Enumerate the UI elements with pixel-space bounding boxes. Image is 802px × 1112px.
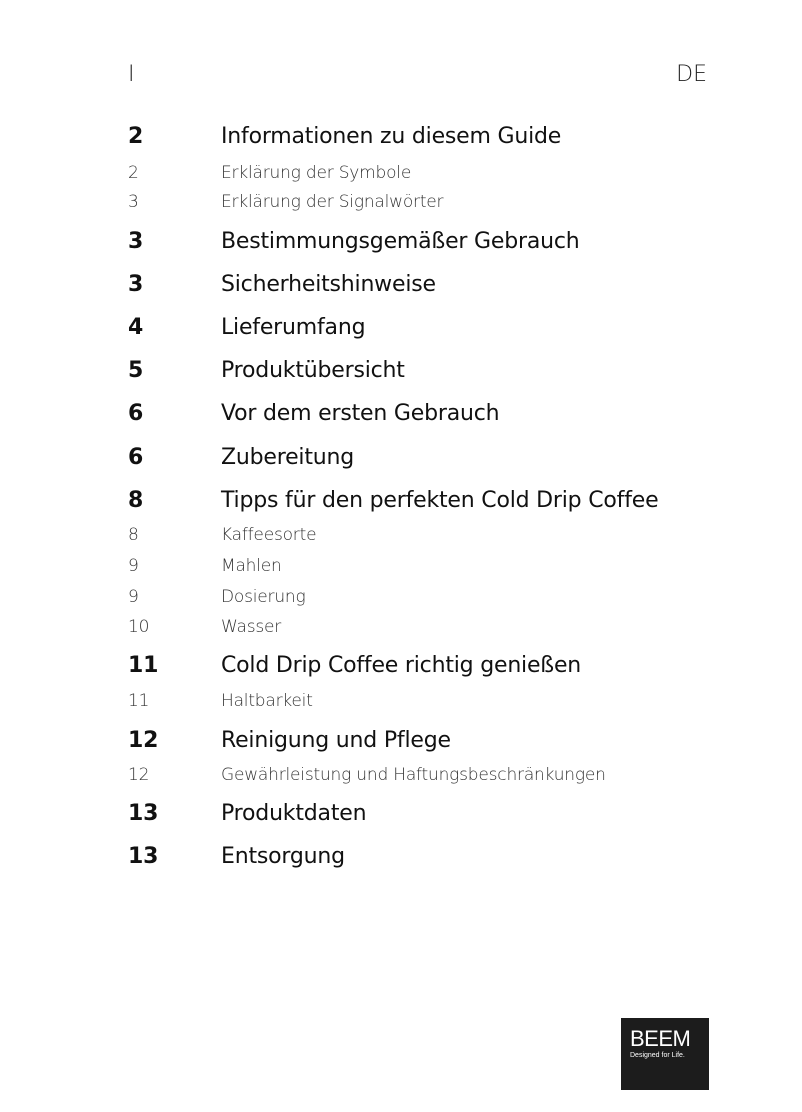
toc-title: Erklärung der Symbole: [221, 163, 412, 183]
toc-title: Zubereitung: [221, 445, 355, 470]
toc-title: Produktübersicht: [221, 358, 405, 383]
toc-title: Produktdaten: [221, 801, 367, 826]
toc-page-number: 9: [128, 587, 139, 607]
toc-title: Gewährleistung und Haftungsbeschränkungen: [221, 765, 606, 785]
toc-page-number: 6: [128, 401, 144, 426]
beem-logo: [621, 1018, 709, 1090]
toc-page-number: 13: [128, 801, 159, 826]
logo-brand: BEEM: [630, 1026, 691, 1051]
toc-title: Vor dem ersten Gebrauch: [221, 401, 500, 426]
toc-title: Haltbarkeit: [221, 691, 313, 711]
toc-page-number: 12: [128, 728, 159, 753]
toc-page-number: 6: [128, 445, 144, 470]
toc-title: Tipps für den perfekten Cold Drip Coffee: [221, 488, 659, 513]
toc-page-number: 8: [128, 488, 144, 513]
logo-tagline: Designed for Life.: [630, 1052, 685, 1059]
toc-title: Erklärung der Signalwörter: [221, 192, 444, 212]
toc-page-number: 10: [128, 617, 150, 637]
toc-title: Entsorgung: [221, 844, 345, 869]
toc-page-number: 13: [128, 844, 159, 869]
page-number: I: [128, 62, 135, 87]
toc-page-number: 3: [128, 272, 144, 297]
toc-title: Wasser: [221, 617, 282, 637]
toc-page-number: 2: [128, 163, 139, 183]
toc-page-number: 5: [128, 358, 144, 383]
toc-page-number: 11: [128, 653, 159, 678]
toc-page-number: 3: [128, 192, 139, 212]
toc-title: Dosierung: [221, 587, 306, 607]
toc-page-number: 12: [128, 765, 150, 785]
toc-title: Reinigung und Pflege: [221, 728, 451, 753]
toc-title: Informationen zu diesem Guide: [221, 124, 562, 149]
toc-page-number: 3: [128, 229, 144, 254]
toc-page-number: 2: [128, 124, 144, 149]
toc-page-number: 9: [128, 556, 139, 576]
toc-title: Cold Drip Coffee richtig genießen: [221, 653, 582, 678]
toc-title: Sicherheitshinweise: [221, 272, 436, 297]
toc-page-number: 11: [128, 691, 150, 711]
toc-title: Kaffeesorte: [221, 525, 317, 545]
language-label: DE: [676, 62, 707, 87]
toc-page-number: 4: [128, 315, 144, 340]
toc-page-number: 8: [128, 525, 139, 545]
toc-title: Bestimmungsgemäßer Gebrauch: [221, 229, 580, 254]
toc-title: Mahlen: [221, 556, 282, 576]
toc-title: Lieferumfang: [221, 315, 366, 340]
